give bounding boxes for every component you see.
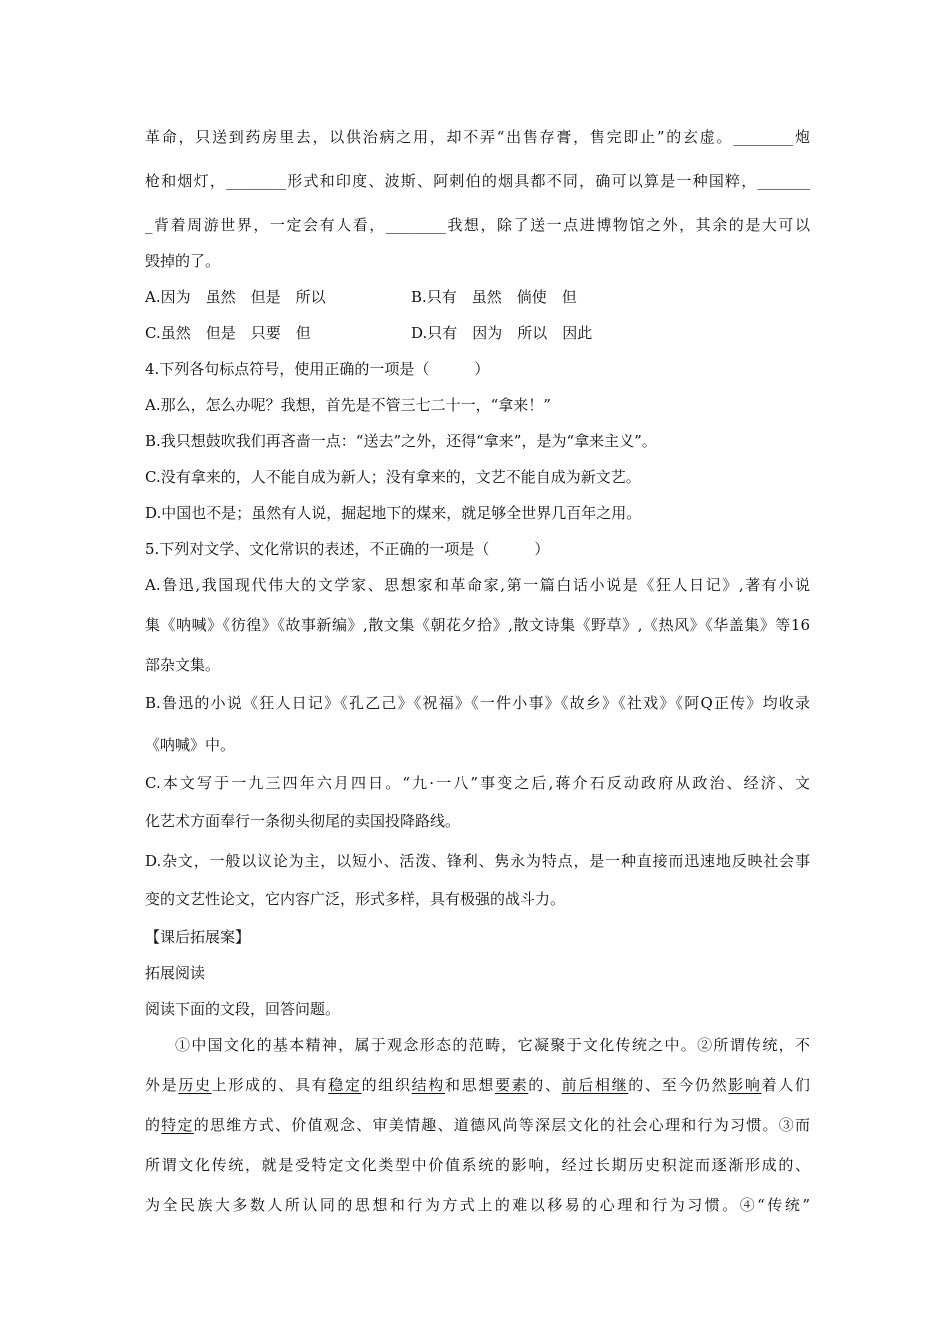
q5-option-b-line-2: 《呐喊》中。 (145, 736, 236, 754)
underlined-word: 影响 (728, 1076, 762, 1094)
q5-option-c-line-1: C.本文写于一九三四年六月四日。“九·一八”事变之后,蒋介石反动政府从政治、经济、文 (145, 774, 810, 792)
q5-stem: 5.下列对文学、文化常识的表述，不正确的一项是（ ） (145, 540, 550, 558)
reading-line-5: 为全民族大多数人所认同的思想和行为方式上的难以移易的心理和行为习惯。④“传统” (145, 1196, 810, 1214)
sub-title: 拓展阅读 (145, 964, 206, 982)
reading-line-3 (145, 1114, 810, 1136)
q3-options-row-2 (145, 322, 810, 344)
reading-text: 着人们 (761, 1076, 810, 1094)
passage-line-4: 毁掉的了。 (145, 252, 221, 270)
q5-option-a-line-3: 部杂文集。 (145, 656, 221, 674)
q4-option-b: B.我只想鼓吹我们再吝啬一点：“送去”之外，还得“拿来”，是为“拿来主义”。 (145, 432, 657, 450)
reading-text: 和思想 (444, 1076, 495, 1094)
reading-line-1: ①中国文化的基本精神，属于观念形态的范畴，它凝聚于文化传统之中。②所谓传统，不 (175, 1036, 810, 1054)
reading-text: 的、至今仍然 (628, 1076, 729, 1094)
underlined-word: 稳定 (328, 1076, 362, 1094)
passage-line-2: 枪和烟灯，________形式和印度、波斯、阿剌伯的烟具都不同，确可以算是一种国粹，_______ (145, 172, 810, 190)
q5-option-c-line-2: 化艺术方面奉行一条彻头彻尾的卖国投降路线。 (145, 812, 461, 830)
q5-option-a-line-1: A.鲁迅,我国现代伟大的文学家、思想家和革命家,第一篇白话小说是《狂人日记》,著有小说 (145, 576, 810, 594)
q3-option-a: A.因为 虽然 但是 所以 (145, 288, 326, 306)
q3-option-b: B.只有 虽然 倘使 但 (411, 288, 577, 306)
passage-line-3: _背着周游世界，一定会有人看，________我想，除了送一点进博物馆之外，其余的是大可以 (145, 216, 810, 234)
q5-option-d-line-1: D.杂文，一般以议论为主，以短小、活泼、锋利、隽永为特点，是一种直接而迅速地反映社会事 (145, 852, 810, 870)
underlined-word: 前后相继 (561, 1076, 629, 1094)
underlined-word: 历史 (178, 1076, 212, 1094)
q3-option-d: D.只有 因为 所以 因此 (411, 324, 593, 342)
q3-options-row-1 (145, 286, 810, 308)
reading-text: 的组织 (361, 1076, 412, 1094)
reading-text: 上形成的、具有 (211, 1076, 329, 1094)
q5-option-b-line-1: B.鲁迅的小说《狂人日记》《孔乙己》《祝福》《一件小事》《故乡》《社戏》《阿Q正传》均收录 (145, 694, 810, 712)
q5-option-a-line-2: 集《呐喊》《彷徨》《故事新编》,散文集《朝花夕拾》,散文诗集《野草》,《热风》《华盖集》等16 (145, 616, 810, 634)
q4-option-a: A.那么，怎么办呢？我想，首先是不管三七二十一，“拿来！” (145, 396, 551, 414)
reading-text: 的思维方式、价值观念、审美情趣、道德风尚等深层文化的社会心理和行为习惯。③而 (193, 1116, 810, 1134)
q4-option-d: D.中国也不是；虽然有人说，掘起地下的煤来，就足够全世界几百年之用。 (145, 504, 642, 522)
reading-line-4: 所谓文化传统，就是受特定文化类型中价值系统的影响，经过长期历史积淀而逐渐形成的、 (145, 1156, 810, 1174)
reading-instruction: 阅读下面的文段，回答问题。 (145, 1000, 341, 1018)
q4-stem: 4.下列各句标点符号，使用正确的一项是（ ） (145, 360, 490, 378)
underlined-word: 结构 (411, 1076, 445, 1094)
q5-option-d-line-2: 变的文艺性论文，它内容广泛，形式多样，具有极强的战斗力。 (145, 890, 566, 908)
q3-option-c: C.虽然 但是 只要 但 (145, 324, 311, 342)
underlined-word: 要素 (494, 1076, 529, 1094)
underlined-word: 特定 (161, 1116, 194, 1134)
reading-line-2 (145, 1074, 810, 1096)
reading-text: 外是 (145, 1076, 179, 1094)
q4-option-c: C.没有拿来的，人不能自成为新人；没有拿来的，文艺不能自成为新文艺。 (145, 468, 641, 486)
reading-text: 的 (145, 1116, 162, 1134)
section-title: 【课后拓展案】 (145, 928, 251, 946)
passage-line-1: 革命，只送到药房里去，以供治病之用，却不弄“出售存膏，售完即止”的玄虚。________炮 (145, 128, 810, 146)
reading-text: 的、 (528, 1076, 562, 1094)
